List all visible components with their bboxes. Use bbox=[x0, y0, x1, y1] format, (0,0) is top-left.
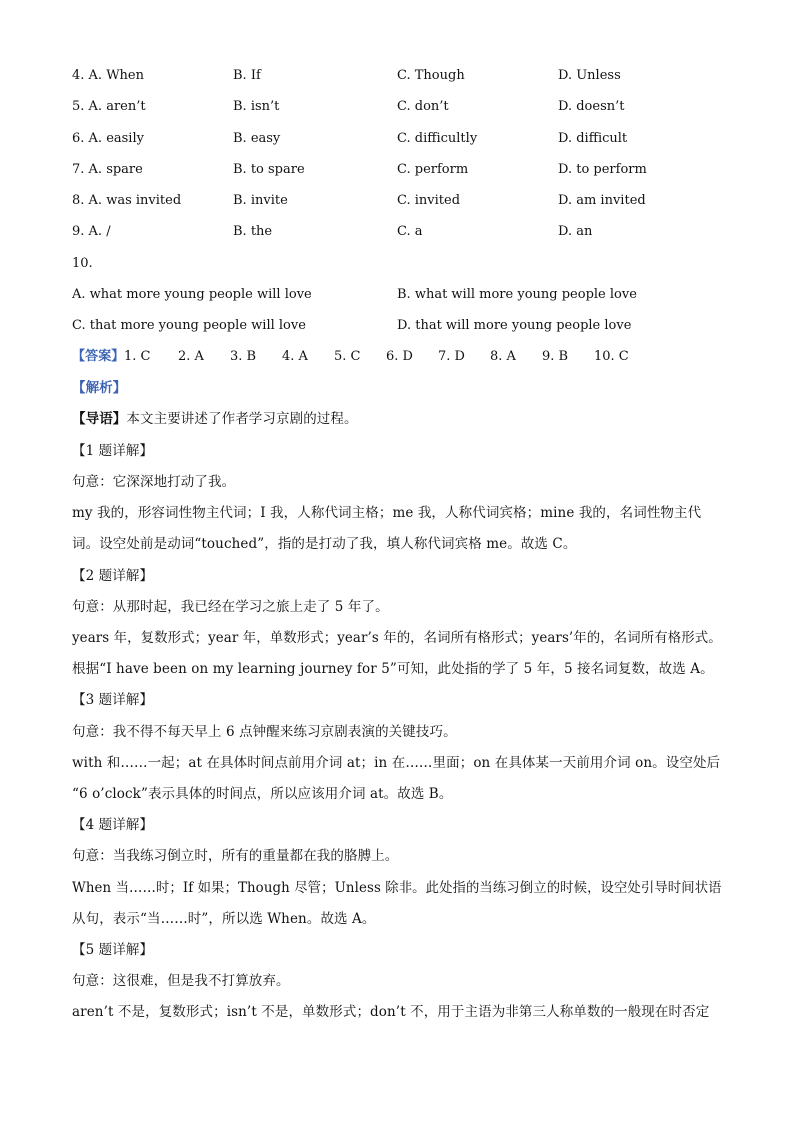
section-line: with 和……一起；at 在具体时间点前用介词 at；in 在……里面；on 在具体某一天前用介词 on。设空处后 bbox=[72, 755, 721, 771]
option-c: C. perform bbox=[397, 162, 469, 177]
answer-item: 9. B bbox=[542, 349, 569, 364]
section-heading: 【4 题详解】 bbox=[72, 817, 154, 833]
q10-option-a: A. what more young people will love bbox=[72, 287, 312, 302]
option-b: B. the bbox=[233, 224, 273, 239]
section-line: 句意：它深深地打动了我。 bbox=[72, 474, 236, 490]
option-a: 8. A. was invited bbox=[72, 193, 182, 208]
q10-option-d: D. that will more young people love bbox=[397, 318, 632, 333]
option-c: C. Though bbox=[397, 68, 465, 83]
answer-item: 3. B bbox=[230, 349, 257, 364]
option-c: C. invited bbox=[397, 193, 461, 208]
answer-item: 5. C bbox=[334, 349, 361, 364]
section-line: 根据“I have been on my learning journey for 5”可知，此处指的学了 5 年，5 接名词复数，故选 A。 bbox=[72, 661, 714, 677]
answer-label: 【答案】 bbox=[72, 349, 125, 364]
option-b: B. easy bbox=[233, 131, 281, 146]
section-line: my 我的，形容词性物主代词；I 我，人称代词主格；me 我，人称代词宾格；mine 我的，名词性物主代 bbox=[72, 505, 702, 521]
section-line: “6 o’clock”表示具体的时间点，所以应该用介词 at。故选 B。 bbox=[72, 786, 453, 802]
answer-item: 8. A bbox=[490, 349, 516, 364]
option-d: D. Unless bbox=[558, 68, 621, 83]
option-d: D. am invited bbox=[558, 193, 646, 208]
option-d: D. difficult bbox=[558, 131, 628, 146]
section-heading: 【3 题详解】 bbox=[72, 692, 154, 708]
lead-in-text: 本文主要讲述了作者学习京剧的过程。 bbox=[126, 411, 358, 427]
option-d: D. an bbox=[558, 224, 593, 239]
q10-option-b: B. what will more young people love bbox=[397, 287, 637, 302]
option-a: 9. A. / bbox=[72, 224, 111, 239]
option-a: 4. A. When bbox=[72, 68, 144, 83]
option-c: C. don’t bbox=[397, 99, 449, 114]
option-a: 5. A. aren’t bbox=[72, 99, 146, 114]
answer-item: 10. C bbox=[594, 349, 629, 364]
lead-in-label: 【导语】 bbox=[72, 411, 127, 427]
answer-item: 2. A bbox=[178, 349, 204, 364]
section-line: 句意：从那时起，我已经在学习之旅上走了 5 年了。 bbox=[72, 599, 389, 615]
section-line: years 年，复数形式；year 年，单数形式；year’s 年的，名词所有格形式；years’年的，名词所有格形式。 bbox=[72, 630, 722, 646]
answer-item: 6. D bbox=[386, 349, 413, 364]
q10-option-c: C. that more young people will love bbox=[72, 318, 306, 333]
option-b: B. If bbox=[233, 68, 261, 83]
option-a: 7. A. spare bbox=[72, 162, 143, 177]
answer-item: 1. C bbox=[124, 349, 151, 364]
option-a: 6. A. easily bbox=[72, 131, 144, 146]
option-d: D. to perform bbox=[558, 162, 647, 177]
option-b: B. invite bbox=[233, 193, 288, 208]
answer-item: 7. D bbox=[438, 349, 465, 364]
option-b: B. isn’t bbox=[233, 99, 280, 114]
section-line: 句意：这很难，但是我不打算放弃。 bbox=[72, 973, 290, 989]
section-line: 词。设空处前是动词“touched”，指的是打动了我，填人称代词宾格 me。故选 C。 bbox=[72, 536, 577, 552]
section-line: aren’t 不是，复数形式；isn’t 不是，单数形式；don’t 不，用于主语为非第三人称单数的一般现在时否定 bbox=[72, 1004, 710, 1020]
section-heading: 【2 题详解】 bbox=[72, 568, 154, 584]
lead-in bbox=[72, 411, 358, 427]
section-heading: 【1 题详解】 bbox=[72, 443, 154, 459]
answer-item: 4. A bbox=[282, 349, 308, 364]
section-line: When 当……时；If 如果；Though 尽管；Unless 除非。此处指的当练习倒立的时候，设空处引导时间状语 bbox=[72, 880, 722, 896]
option-c: C. a bbox=[397, 224, 423, 239]
section-line: 句意：当我练习倒立时，所有的重量都在我的胳膊上。 bbox=[72, 848, 399, 864]
option-b: B. to spare bbox=[233, 162, 305, 177]
analysis-heading: 【解析】 bbox=[72, 380, 127, 396]
section-line: 从句，表示“当……时”，所以选 When。故选 A。 bbox=[72, 911, 376, 927]
option-c: C. difficultly bbox=[397, 131, 478, 146]
section-heading: 【5 题详解】 bbox=[72, 942, 154, 958]
section-line: 句意：我不得不每天早上 6 点钟醒来练习京剧表演的关键技巧。 bbox=[72, 724, 457, 740]
question-10-number: 10. bbox=[72, 256, 93, 271]
option-d: D. doesn’t bbox=[558, 99, 625, 114]
